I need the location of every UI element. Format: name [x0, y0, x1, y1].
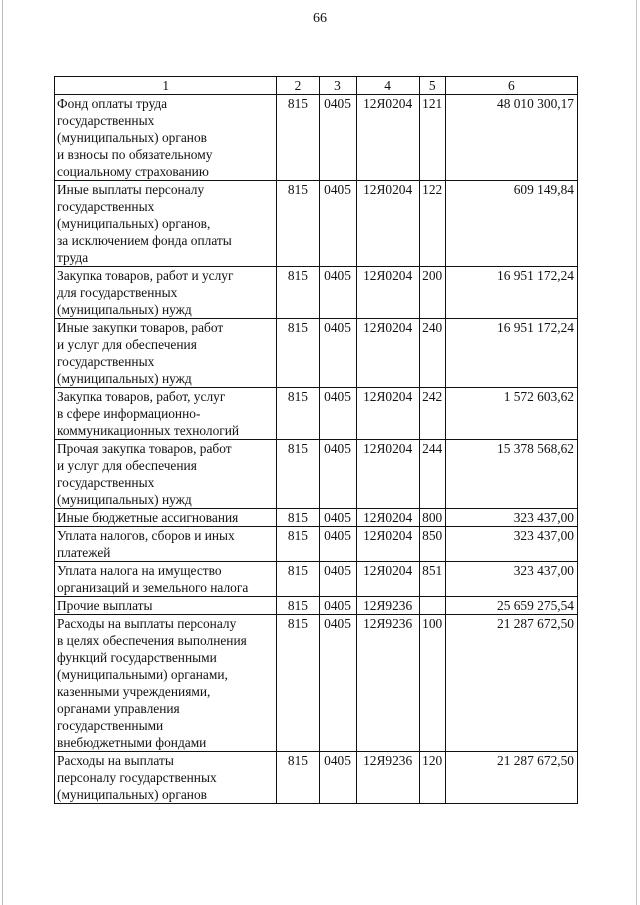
amount-cell: 25 659 275,54	[445, 597, 577, 615]
expense-name-line: государственных	[57, 199, 155, 214]
column-header: 3	[319, 77, 356, 95]
expense-name-cell	[55, 562, 277, 597]
expense-name-cell	[55, 509, 277, 527]
expense-type-cell: 100	[419, 615, 445, 752]
department-code-cell: 815	[277, 615, 319, 752]
department-code-cell: 815	[277, 752, 319, 804]
target-article-cell: 12Я0204	[356, 562, 419, 597]
target-article-cell: 12Я0204	[356, 440, 419, 509]
expense-name-line: Уплата налога на имущество	[57, 563, 222, 578]
amount-cell: 21 287 672,50	[445, 752, 577, 804]
expense-name-cell	[55, 388, 277, 440]
expense-name-line: и услуг для обеспечения	[57, 337, 197, 352]
amount-cell: 1 572 603,62	[445, 388, 577, 440]
expense-name-cell	[55, 615, 277, 752]
target-article-cell: 12Я0204	[356, 319, 419, 388]
expense-name-line: Прочие выплаты	[57, 598, 153, 613]
department-code-cell: 815	[277, 319, 319, 388]
expense-type-cell: 242	[419, 388, 445, 440]
expense-type-cell: 851	[419, 562, 445, 597]
expense-name-line: государственных	[57, 354, 155, 369]
target-article-cell: 12Я0204	[356, 527, 419, 562]
department-code-cell: 815	[277, 440, 319, 509]
amount-cell: 323 437,00	[445, 562, 577, 597]
expense-type-cell: 120	[419, 752, 445, 804]
expense-name-line: (муниципальных) нужд	[57, 371, 192, 386]
amount-cell: 16 951 172,24	[445, 319, 577, 388]
department-code-cell: 815	[277, 597, 319, 615]
budget-table	[54, 76, 578, 804]
table-row	[55, 615, 578, 752]
table-row	[55, 509, 578, 527]
expense-name-line: и взносы по обязательному	[57, 147, 213, 162]
expense-type-cell: 121	[419, 95, 445, 181]
section-code-cell: 0405	[319, 527, 356, 562]
table-row	[55, 388, 578, 440]
expense-name-line: для государственных	[57, 285, 178, 300]
expense-name-line: за исключением фонда оплаты	[57, 233, 232, 248]
expense-type-cell	[419, 597, 445, 615]
expense-name-line: в целях обеспечения выполнения	[57, 633, 247, 648]
section-code-cell: 0405	[319, 267, 356, 319]
amount-cell: 323 437,00	[445, 509, 577, 527]
expense-name-line: труда	[57, 250, 89, 265]
target-article-cell: 12Я0204	[356, 509, 419, 527]
table-row	[55, 319, 578, 388]
expense-name-line: государственных	[57, 475, 155, 490]
expense-type-cell: 244	[419, 440, 445, 509]
expense-type-cell: 122	[419, 181, 445, 267]
expense-name-line: коммуникационных технологий	[57, 423, 240, 438]
expense-name-cell	[55, 319, 277, 388]
expense-name-line: (муниципальных) нужд	[57, 302, 192, 317]
expense-name-cell	[55, 181, 277, 267]
table-header-row	[55, 77, 578, 95]
scan-right-edge	[636, 0, 637, 905]
column-header: 2	[277, 77, 319, 95]
amount-cell: 323 437,00	[445, 527, 577, 562]
target-article-cell: 12Я0204	[356, 267, 419, 319]
section-code-cell: 0405	[319, 388, 356, 440]
expense-name-line: Иные выплаты персоналу	[57, 182, 205, 197]
expense-name-cell	[55, 527, 277, 562]
department-code-cell: 815	[277, 267, 319, 319]
expense-name-line: (муниципальных) органов,	[57, 216, 211, 231]
expense-name-line: Иные бюджетные ассигнования	[57, 510, 239, 525]
expense-name-line: Расходы на выплаты	[57, 753, 174, 768]
expense-name-line: Прочая закупка товаров, работ	[57, 441, 232, 456]
section-code-cell: 0405	[319, 509, 356, 527]
expense-name-line: государственных	[57, 113, 155, 128]
amount-cell: 609 149,84	[445, 181, 577, 267]
department-code-cell: 815	[277, 181, 319, 267]
column-header: 5	[419, 77, 445, 95]
expense-name-line: (муниципальных) органов	[57, 787, 207, 802]
amount-cell: 21 287 672,50	[445, 615, 577, 752]
expense-name-cell	[55, 752, 277, 804]
expense-name-line: платежей	[57, 545, 111, 560]
expense-type-cell: 850	[419, 527, 445, 562]
expense-name-line: Уплата налогов, сборов и иных	[57, 528, 235, 543]
department-code-cell: 815	[277, 562, 319, 597]
expense-name-line: в сфере информационно-	[57, 406, 201, 421]
expense-name-line: Расходы на выплаты персоналу	[57, 616, 237, 631]
column-header: 6	[445, 77, 577, 95]
target-article-cell: 12Я9236	[356, 752, 419, 804]
department-code-cell: 815	[277, 95, 319, 181]
section-code-cell: 0405	[319, 319, 356, 388]
target-article-cell: 12Я0204	[356, 388, 419, 440]
table-row	[55, 527, 578, 562]
expense-name-line: внебюджетными фондами	[57, 735, 207, 750]
expense-name-cell	[55, 597, 277, 615]
column-header: 1	[55, 77, 277, 95]
expense-name-line: организаций и земельного налога	[57, 580, 249, 595]
expense-name-line: государственными	[57, 718, 164, 733]
expense-name-line: функций государственными	[57, 650, 217, 665]
scan-left-edge	[2, 0, 3, 905]
section-code-cell: 0405	[319, 181, 356, 267]
department-code-cell: 815	[277, 509, 319, 527]
amount-cell: 15 378 568,62	[445, 440, 577, 509]
expense-name-line: социальному страхованию	[57, 164, 209, 179]
table-row	[55, 95, 578, 181]
expense-name-line: и услуг для обеспечения	[57, 458, 197, 473]
table-row	[55, 267, 578, 319]
expense-name-line: (муниципальных) нужд	[57, 492, 192, 507]
amount-cell: 48 010 300,17	[445, 95, 577, 181]
expense-name-line: (муниципальными) органами,	[57, 667, 228, 682]
expense-name-line: Закупка товаров, работ и услуг	[57, 268, 234, 283]
page-number: 66	[313, 11, 327, 26]
expense-name-line: казенными учреждениями,	[57, 684, 211, 699]
expense-name-line: (муниципальных) органов	[57, 130, 207, 145]
target-article-cell: 12Я9236	[356, 597, 419, 615]
amount-cell: 16 951 172,24	[445, 267, 577, 319]
expense-name-cell	[55, 267, 277, 319]
table-row	[55, 440, 578, 509]
section-code-cell: 0405	[319, 752, 356, 804]
table-row	[55, 752, 578, 804]
table-row	[55, 181, 578, 267]
department-code-cell: 815	[277, 388, 319, 440]
section-code-cell: 0405	[319, 562, 356, 597]
section-code-cell: 0405	[319, 597, 356, 615]
section-code-cell: 0405	[319, 440, 356, 509]
expense-name-line: органами управления	[57, 701, 180, 716]
table-row	[55, 597, 578, 615]
target-article-cell: 12Я0204	[356, 181, 419, 267]
table-body	[55, 95, 578, 804]
column-header: 4	[356, 77, 419, 95]
expense-name-line: Фонд оплаты труда	[57, 96, 168, 111]
expense-name-line: персоналу государственных	[57, 770, 217, 785]
section-code-cell: 0405	[319, 615, 356, 752]
department-code-cell: 815	[277, 527, 319, 562]
section-code-cell: 0405	[319, 95, 356, 181]
expense-name-cell	[55, 440, 277, 509]
expense-type-cell: 800	[419, 509, 445, 527]
expense-type-cell: 240	[419, 319, 445, 388]
expense-name-line: Иные закупки товаров, работ	[57, 320, 224, 335]
expense-type-cell: 200	[419, 267, 445, 319]
target-article-cell: 12Я0204	[356, 95, 419, 181]
expense-name-cell	[55, 95, 277, 181]
expense-name-line: Закупка товаров, работ, услуг	[57, 389, 226, 404]
table-row	[55, 562, 578, 597]
target-article-cell: 12Я9236	[356, 615, 419, 752]
